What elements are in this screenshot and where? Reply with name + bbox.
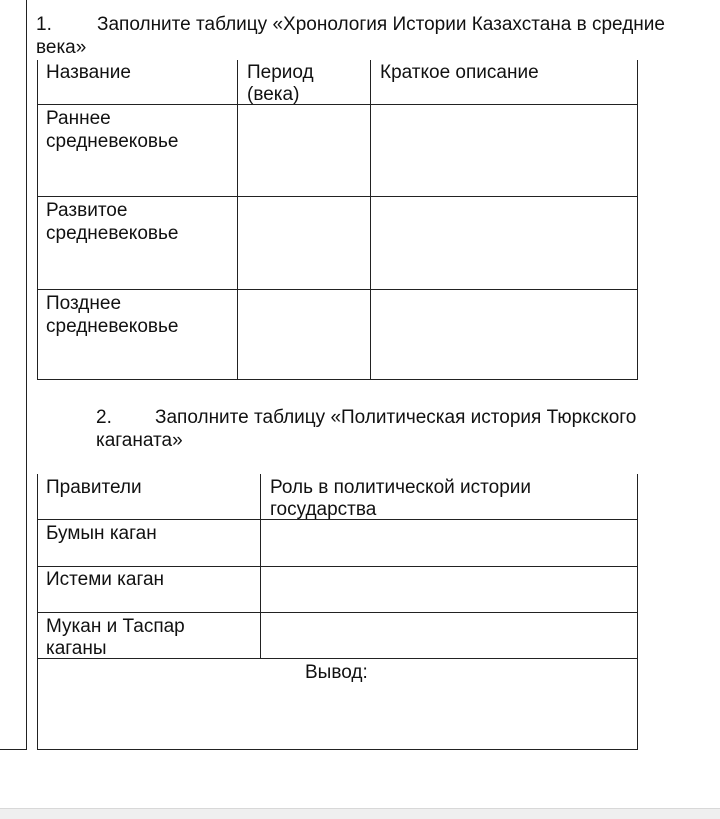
conclusion-label: Вывод: xyxy=(305,662,368,683)
task2-number: 2. xyxy=(96,407,112,428)
table2-bottom-line xyxy=(37,749,638,750)
viewer-bottom-bar xyxy=(0,808,720,819)
table1-row-label: средневековье xyxy=(46,316,179,337)
table1-row-label: средневековье xyxy=(46,223,179,244)
table1-col-line xyxy=(370,60,371,380)
table2-header-rulers: Правители xyxy=(46,477,142,498)
table1-row-label: Развитое xyxy=(46,200,128,221)
table2-header-role-line2: государства xyxy=(270,499,377,520)
table1-row-line xyxy=(37,379,638,380)
table1-col-line xyxy=(237,60,238,380)
task1-number: 1. xyxy=(36,14,52,35)
table1-row-label: Раннее xyxy=(46,108,111,129)
table1-col-line xyxy=(637,60,638,380)
table1-header-description: Краткое описание xyxy=(380,62,539,83)
table1-header-period-units: (века) xyxy=(247,84,300,105)
table1-header-period: Период xyxy=(247,62,314,83)
table2-row-line xyxy=(37,566,638,567)
table1-row-line xyxy=(37,196,638,197)
table2-row-line xyxy=(37,658,638,659)
table2-row-label: Мукан и Таспар xyxy=(46,616,185,637)
task1-title-line2: века» xyxy=(36,37,87,58)
task1-title-line1: Заполните таблицу «Хронология Истории Казахстана в средние xyxy=(97,14,665,35)
table1-header-name: Название xyxy=(46,62,131,83)
table2-row-label: Бумын каган xyxy=(46,523,157,544)
table1-row-line xyxy=(37,104,638,105)
table1-row-label: средневековье xyxy=(46,131,179,152)
task2-title-line2: каганата» xyxy=(96,430,183,451)
table1-row-line xyxy=(37,289,638,290)
table1-col-line xyxy=(37,60,38,380)
table2-row-label: Истеми каган xyxy=(46,569,165,590)
table2-row-label: каганы xyxy=(46,638,107,659)
table1-row-label: Позднее xyxy=(46,293,122,314)
task2-title-line1: Заполните таблицу «Политическая история Тюркского xyxy=(155,407,637,428)
page-bottom-border xyxy=(0,749,27,750)
table2-header-role: Роль в политической истории xyxy=(270,477,531,498)
table2-row-line xyxy=(37,612,638,613)
page-left-border xyxy=(26,0,27,750)
